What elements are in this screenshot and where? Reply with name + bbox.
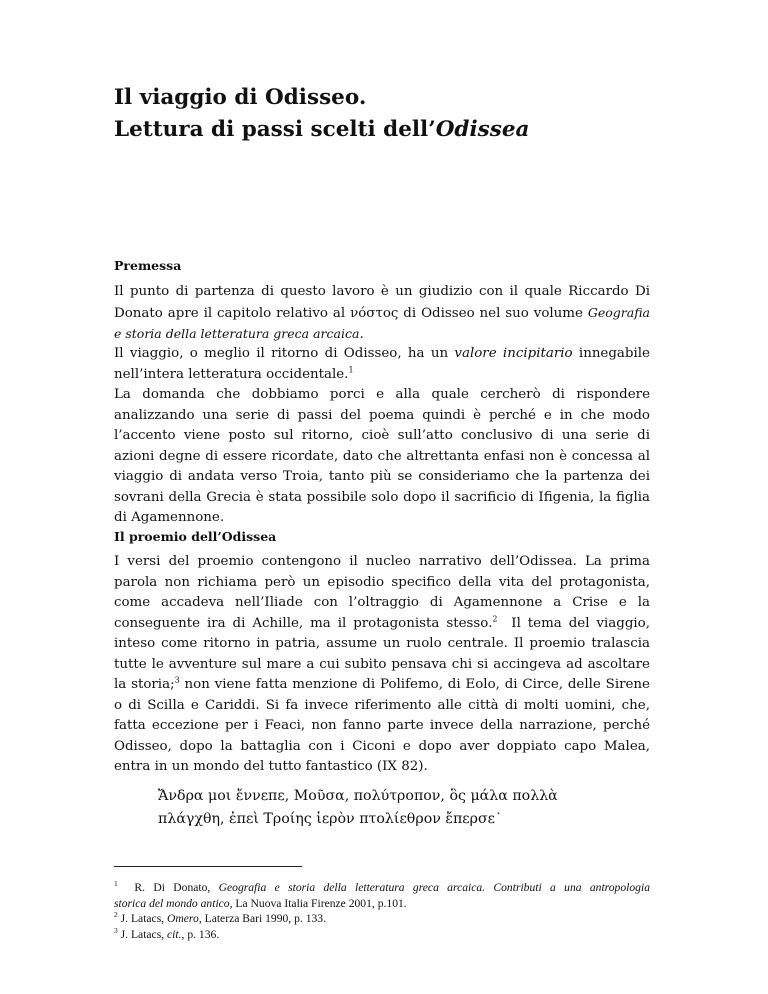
verse-line: Ἄνδρα μοι ἔννεπε, Μοῦσα, πολύτροπον, ὃς μάλα πολλὰ [158,788,558,804]
text-line [114,344,650,365]
text-line: analizzando una serie di passi del poema quindi è perché e in che modo [114,407,650,423]
text-line: Il punto di partenza di questo lavoro è un giudizio con il quale Riccardo Di [114,284,650,299]
text-line: come accadeva nell’Iliade con l’oltraggio di Agamennone a Crise e la [114,595,650,610]
text-line [114,303,650,325]
footnote-author: R. Di Donato, [134,881,211,894]
title-line-1: Il viaggio di Odisseo. [114,85,367,110]
footnote-title-italic: Geografia e storia della letteratura greca arcaica. Contributi a una antropologia [218,881,650,894]
footnote-number: 2 [114,910,118,920]
greek-verse-quote [158,785,718,831]
text-segment: Il viaggio, o meglio il ritorno di Odisseo, ha un [114,346,449,361]
text-segment: nell’intera letteratura occidentale. [114,366,349,382]
footnote-number: 3 [114,925,118,935]
text-line [114,614,650,635]
text-line: o di Scilla e Cariddi. Si fa invece riferimento alle città di molti uomini, che, [114,697,650,713]
text-line [114,675,650,696]
footnote-title-italic: Omero [167,912,199,925]
paragraph-premessa-1 [114,282,650,346]
text-segment: non viene fatta menzione di Polifemo, di Eolo, di Circe, delle Sirene [184,677,650,692]
footnote-1 [114,880,650,911]
text-line: azioni degne di essere ricordate, dato che altrettanta enfasi non è concessa al [114,448,650,464]
paragraph-premessa-3 [114,385,650,529]
footnote-number: 1 [114,879,118,889]
footnote-divider [114,866,302,867]
text-line: tutte le avventure sul mare a cui subito pensava chi si accingeva ad ascoltare [114,656,650,672]
footnote-2 [114,911,650,927]
section-heading-premessa: Premessa [114,258,182,273]
footnote-ref-2[interactable]: 2 [492,614,498,624]
footnote-author: J. Latacs, [120,912,165,925]
text-line: viaggio di andata verso Troia, tanto più se consideriamo che la partenza dei [114,469,650,484]
text-line [114,927,650,943]
text-line [114,911,650,927]
text-line: l’accento viene posto sul ritorno, cioè sull’atto conclusivo di una serie di [114,428,650,443]
footnote-3 [114,927,650,943]
text-line: fatta eccezione per i Feaci, non fanno parte invece della narrazione, perché [114,718,650,733]
text-segment: . [359,327,364,342]
text-line [114,324,650,346]
text-line [114,880,650,896]
text-line [114,896,650,912]
footnote-ref-3[interactable]: 3 [174,675,180,685]
title-line-2 [114,114,734,146]
text-segment: la storia; [114,677,175,692]
footnote-tail: , Laterza Bari 1990, p. 133. [198,912,326,925]
book-title-italic: e storia della letteratura greca arcaica [114,326,360,341]
text-segment: innegabile [578,346,650,361]
title-line-2-italic: Odissea [435,117,530,142]
footnote-tail: , La Nuova Italia Firenze 2001, p.101. [229,896,407,910]
footnotes [114,880,650,942]
text-line: Odisseo, dopo la battaglia con i Ciconi e dopo aver doppiato capo Malea, [114,738,650,754]
book-title-italic: Geografia [587,304,650,320]
footnote-title-italic: cit. [167,927,182,941]
emphasis-italic: valore incipitario [454,346,573,361]
text-line [114,365,650,386]
title-line-2-text: Lettura di passi scelti dell’ [114,117,436,142]
paragraph-proemio [114,552,650,778]
footnote-author: J. Latacs, [120,927,165,941]
text-line: entra in un mondo del tutto fantastico (IX 82). [114,759,428,774]
text-line: di Agamennone. [114,510,225,525]
text-line: sovrani della Grecia è stata possibile solo dopo il sacrificio di Ifigenia, la figlia [114,489,650,505]
text-segment: Donato apre il capitolo relativo al νόστος di Odisseo nel suo volume [114,305,583,321]
text-segment: conseguente ira di Achille, ma il protagonista stesso. [114,615,493,631]
text-segment: Il tema del viaggio, [511,615,651,631]
section-heading-proemio: Il proemio dell’Odissea [114,529,277,544]
paragraph-premessa-2 [114,344,650,385]
text-line: parola non richiama però un episodio specifico della vita del protagonista, [114,574,650,590]
text-line: inteso come ritorno in patria, assume un ruolo centrale. Il proemio tralascia [114,636,650,651]
verse-line: πλάγχθη, ἐπεὶ Τροίης ἱερὸν πτολίεθρον ἔπερσε˙ [158,811,503,827]
footnote-tail: , p. 136. [181,927,220,941]
text-line: La domanda che dobbiamo porci e alla quale cercherò di rispondere [114,387,650,402]
document-title [114,82,734,146]
footnote-ref-1[interactable]: 1 [348,365,354,375]
footnote-title-italic: storica del mondo antico [114,896,230,910]
text-line: I versi del proemio contengono il nucleo narrativo dell’Odissea. La prima [114,554,650,569]
